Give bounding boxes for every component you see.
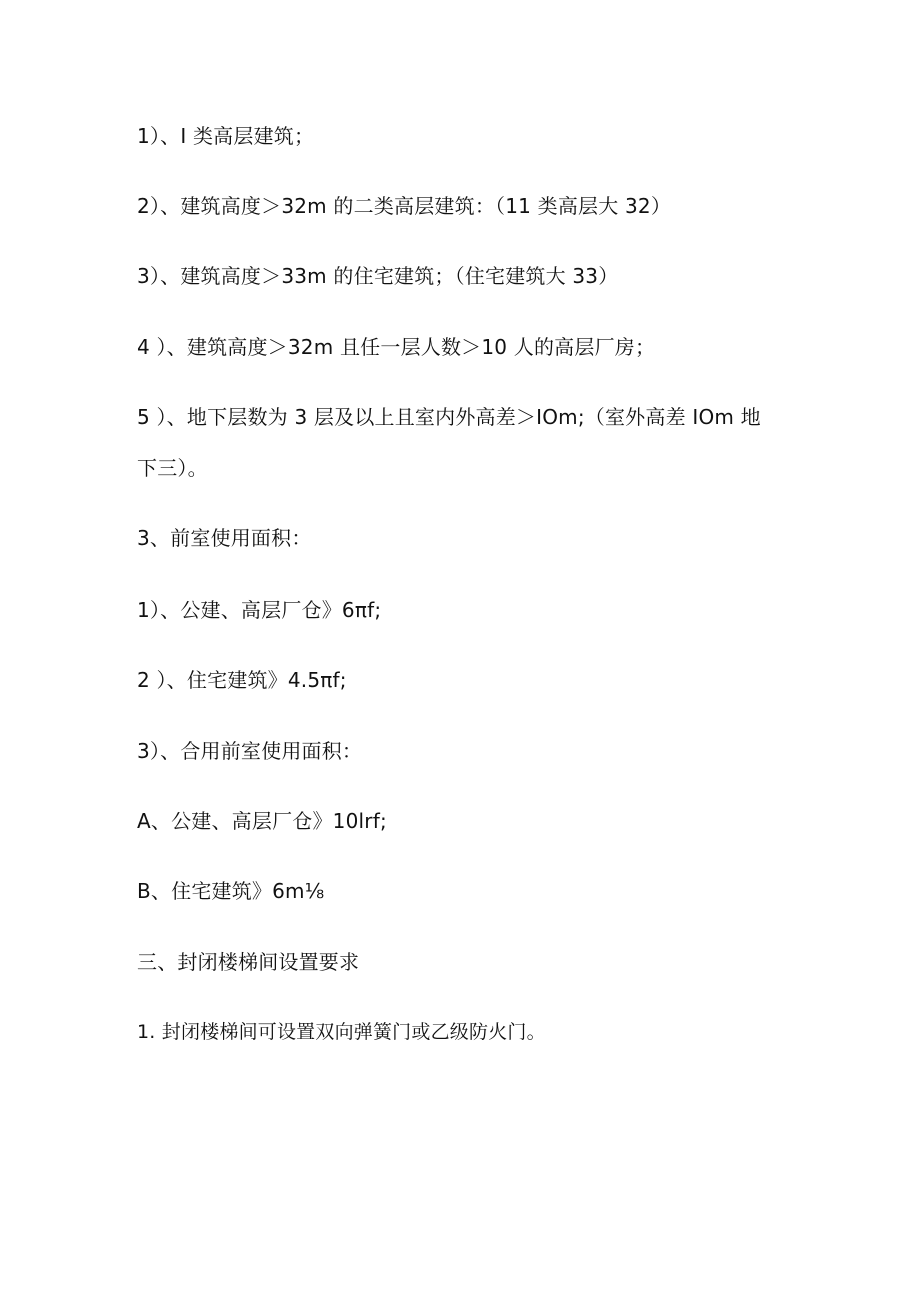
text-line: 1）、I 类高层建筑；	[137, 124, 315, 148]
text-line: 1. 封闭楼梯间可设置双向弹簧门或乙级防火门。	[137, 1021, 546, 1043]
text-line: 1）、公建、高层厂仓》6πf;	[137, 598, 382, 622]
text-line: 5 ）、地下层数为 3 层及以上且室内外高差＞IOm;（室外高差 IOm 地	[137, 405, 761, 429]
section-heading: 3、前室使用面积：	[137, 526, 312, 550]
text-line-continuation: 下三）。	[137, 456, 208, 480]
section-heading: 三、封闭楼梯间设置要求	[137, 950, 360, 974]
text-line: 2 ）、住宅建筑》4.5πf;	[137, 668, 347, 692]
text-line: 3）、合用前室使用面积：	[137, 739, 363, 763]
text-line: 3）、建筑高度＞33m 的住宅建筑；（住宅建筑大 33）	[137, 264, 619, 288]
text-line: 4 ）、建筑高度＞32m 且任一层人数＞10 人的高层厂房；	[137, 335, 656, 359]
text-line: A、公建、高层厂仓》10lrf;	[137, 809, 387, 833]
text-line: B、住宅建筑》6m⅛	[137, 879, 325, 903]
text-line: 2）、建筑高度＞32m 的二类高层建筑：（11 类高层大 32）	[137, 194, 672, 218]
